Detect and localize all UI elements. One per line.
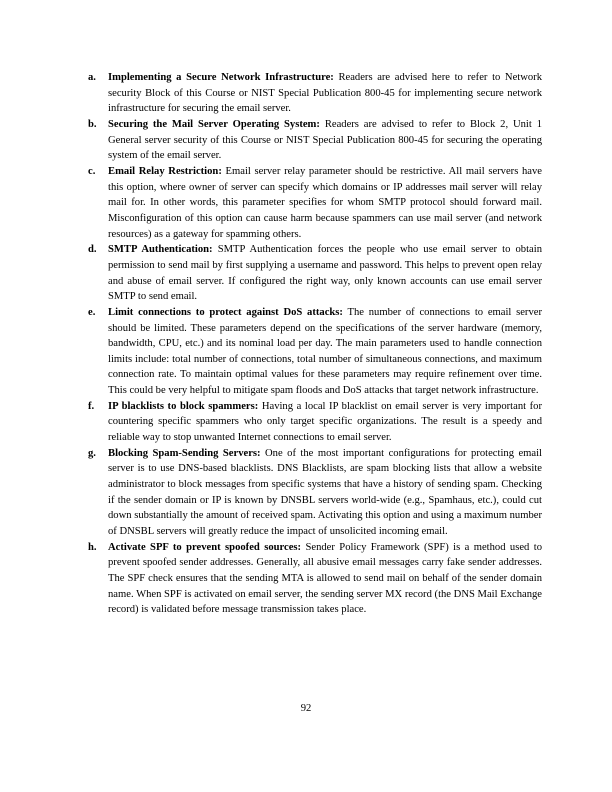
- list-item-blocking-spam-servers: [88, 446, 542, 540]
- item-text: SMTP Authentication forces the people who use email server to obtain permission to send mail by first supplying a username and password. This helps to prevent open relay and abuse of email server. If configured the right way, only known accounts can use email server SMTP to send email.: [108, 244, 542, 303]
- list-marker: c.: [88, 165, 96, 177]
- list-marker: g.: [88, 447, 96, 459]
- list-item-smtp-authentication: [88, 242, 542, 305]
- list-item-activate-spf: [88, 540, 542, 618]
- list-item-email-relay-restriction: [88, 164, 542, 242]
- list-marker: e.: [88, 306, 96, 318]
- item-heading: SMTP Authentication:: [108, 244, 213, 256]
- list-marker: f.: [88, 400, 95, 412]
- list-marker: a.: [88, 72, 96, 83]
- list-item-securing-mail-server-os: [88, 117, 542, 164]
- list-item-implementing-secure-network: [88, 70, 542, 117]
- security-measures-list: [88, 70, 542, 618]
- item-text: Readers are advised here to refer to Network security Block of this Course or NIST Special Publication 800-45 for implementing secure network infrastructure for securing the email server.: [108, 72, 542, 115]
- item-heading: Limit connections to protect against DoS attacks:: [108, 306, 343, 318]
- item-text: Email server relay parameter should be restrictive. All mail servers have this option, where owner of server can specify which domains or IP addresses mail server will relay mail for. In other words, this parameter specifies for whom SMTP protocol should forward mail. Misconfiguration of this option can cause harm because spammers can use mail server (and network resources) as a gateway for spamming others.: [108, 165, 543, 240]
- item-heading: Email Relay Restriction:: [108, 165, 222, 177]
- item-heading: Activate SPF to prevent spoofed sources:: [108, 541, 302, 553]
- item-heading: Implementing a Secure Network Infrastructure:: [108, 72, 334, 83]
- item-text: The number of connections to email server should be limited. These parameters depend on the specifications of the server hardware (memory, bandwidth, CPU, etc.) and its nominal load per day. The main parameters used to handle connection limits include: total number of connections, total number of simultaneous connections, and maximum connection rate. To maintain optimal values for these parameters may require refinement over time. This could be very helpful to mitigate spam floods and DoS attacks that target network infrastructure.: [108, 306, 542, 397]
- page-number: 92: [300, 703, 312, 714]
- item-heading: Securing the Mail Server Operating System:: [108, 118, 320, 130]
- list-marker: d.: [88, 244, 97, 256]
- item-text: Having a local IP blacklist on email server is very important for countering specific spammers who only target specific organizations. The result is a speedy and reliable way to stop unwanted Internet connections to email server.: [108, 400, 542, 444]
- item-heading: IP blacklists to block spammers:: [108, 400, 259, 412]
- item-text: Readers are advised to refer to Block 2, Unit 1 General server security of this Course or NIST Special Publication 800-45 for securing the operating system of the email server.: [108, 118, 542, 162]
- list-item-ip-blacklists: [88, 399, 542, 446]
- list-marker: b.: [88, 118, 97, 130]
- item-text: One of the most important configurations for protecting email server is to use DNS-based blacklists. DNS Blacklists, are spam blocking lists that allow a website administrator to block messages from specific systems that have a history of sending spam. Checking if the sender domain or IP is known by DNSBL servers world-wide (e.g., Spamhaus, etc.), could cut down substantially the amount of received spam. Activating this option and using a maximum number of DNSBL servers will greatly reduce the impact of unsolicited incoming email.: [108, 447, 542, 538]
- item-text: Sender Policy Framework (SPF) is a method used to prevent spoofed sender addresses. Generally, all abusive email messages carry fake sender addresses. The SPF check ensures that the sending MTA is allowed to send mail on behalf of the sender domain name. When SPF is activated on email server, the sending server MX record (the DNS Mail Exchange record) is validated before message transmission takes place.: [108, 541, 542, 616]
- list-item-limit-connections: [88, 305, 542, 399]
- list-marker: h.: [88, 541, 97, 553]
- item-heading: Blocking Spam-Sending Servers:: [108, 447, 261, 459]
